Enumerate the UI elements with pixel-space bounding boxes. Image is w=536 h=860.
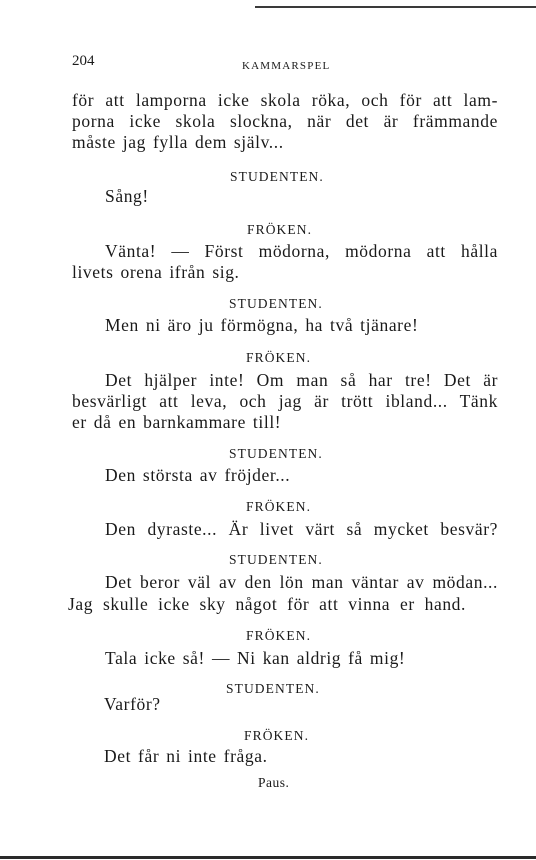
speaker-name: STUDENTEN. <box>229 296 323 311</box>
page-number: 204 <box>72 53 95 69</box>
speaker-name: FRÖKEN. <box>244 728 310 743</box>
text-line: Varför? <box>104 694 161 714</box>
text-line: Sång! <box>105 186 149 206</box>
text-line: måste jag fylla dem själv... <box>72 132 284 152</box>
speaker-name: STUDENTEN. <box>229 552 323 567</box>
speaker-name: STUDENTEN. <box>230 169 324 184</box>
speaker-name: STUDENTEN. <box>226 681 320 696</box>
speaker-name: STUDENTEN. <box>229 446 323 461</box>
top-rule <box>255 6 536 8</box>
text-line: er då en barnkammare till! <box>72 412 282 432</box>
text-line: Men ni äro ju förmögna, ha två tjänare! <box>105 315 419 335</box>
running-head: KAMMARSPEL <box>242 60 331 72</box>
bottom-rule <box>0 856 536 859</box>
text-line: Det får ni inte fråga. <box>104 746 268 766</box>
text-line: Tala icke så! — Ni kan aldrig få mig! <box>105 648 406 668</box>
stage-direction: Paus. <box>258 775 290 790</box>
text-line: Den dyraste... Är livet värt så mycket besvär? <box>105 519 498 539</box>
text-line: porna icke skola slockna, när det är främmande <box>72 111 498 131</box>
text-line: Jag skulle icke sky något för att vinna er hand. <box>68 594 466 614</box>
speaker-name: FRÖKEN. <box>246 499 312 514</box>
text-line: livets orena ifrån sig. <box>72 262 240 282</box>
speaker-name: FRÖKEN. <box>246 350 312 365</box>
text-line: Vänta! — Först mödorna, mödorna att hålla <box>105 241 498 261</box>
text-line: besvärligt att leva, och jag är trött ibland... Tänk <box>72 391 498 411</box>
text-line: Det hjälper inte! Om man så har tre! Det är <box>105 370 498 390</box>
text-line: för att lamporna icke skola röka, och för att lam- <box>72 90 498 110</box>
text-line: Det beror väl av den lön man väntar av mödan... <box>105 572 498 592</box>
speaker-name: FRÖKEN. <box>247 222 313 237</box>
text-line: Den största av fröjder... <box>105 465 291 485</box>
speaker-name: FRÖKEN. <box>246 628 312 643</box>
